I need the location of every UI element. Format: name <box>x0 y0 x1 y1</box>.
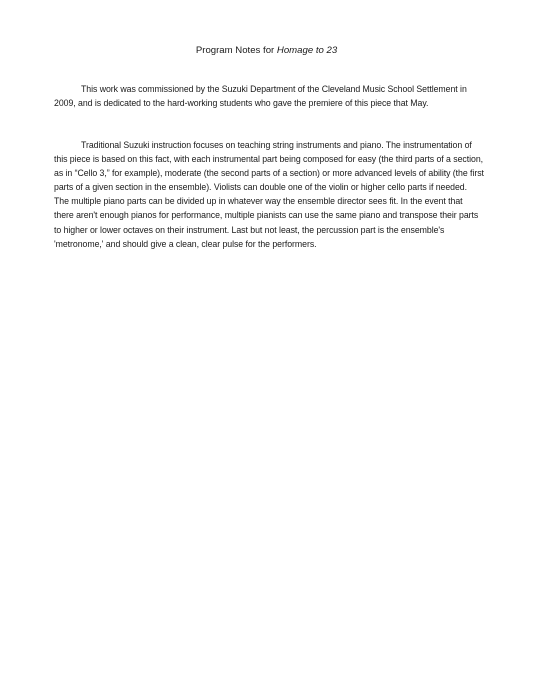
page-title <box>0 44 533 57</box>
work-title: Homage to 23 <box>276 45 338 56</box>
paragraph-text: Traditional Suzuki instruction focuses on teaching string instruments and piano. The instrumentation of this piece is based on this fact, with each instrumental part being composed for easy (the third parts of a section, as in “Cello 3,” for example), moderate (the second parts of a section) or more advanced levels of ability (the first parts of a given section in the ensemble). Violists can double one of the violin or higher cello parts if needed. The multiple piano parts can be divided up in whatever way the ensemble director sees fit. In the event that there aren't enough pianos for performance, multiple pianists can use the same piano and transpose their parts to higher or lower octaves on their instrument. Last but not least, the percussion part is the ensemble's 'metronome,' and should give a clean, clear pulse for the performers. <box>54 140 484 249</box>
paragraph-instrumentation <box>54 138 484 251</box>
paragraph-commission <box>54 82 484 110</box>
title-prefix: Program Notes for <box>195 45 277 56</box>
paragraph-text: This work was commissioned by the Suzuki Department of the Cleveland Music School Settlement in 2009, and is dedicated to the hard-working students who gave the premiere of this piece that May. <box>54 84 467 109</box>
